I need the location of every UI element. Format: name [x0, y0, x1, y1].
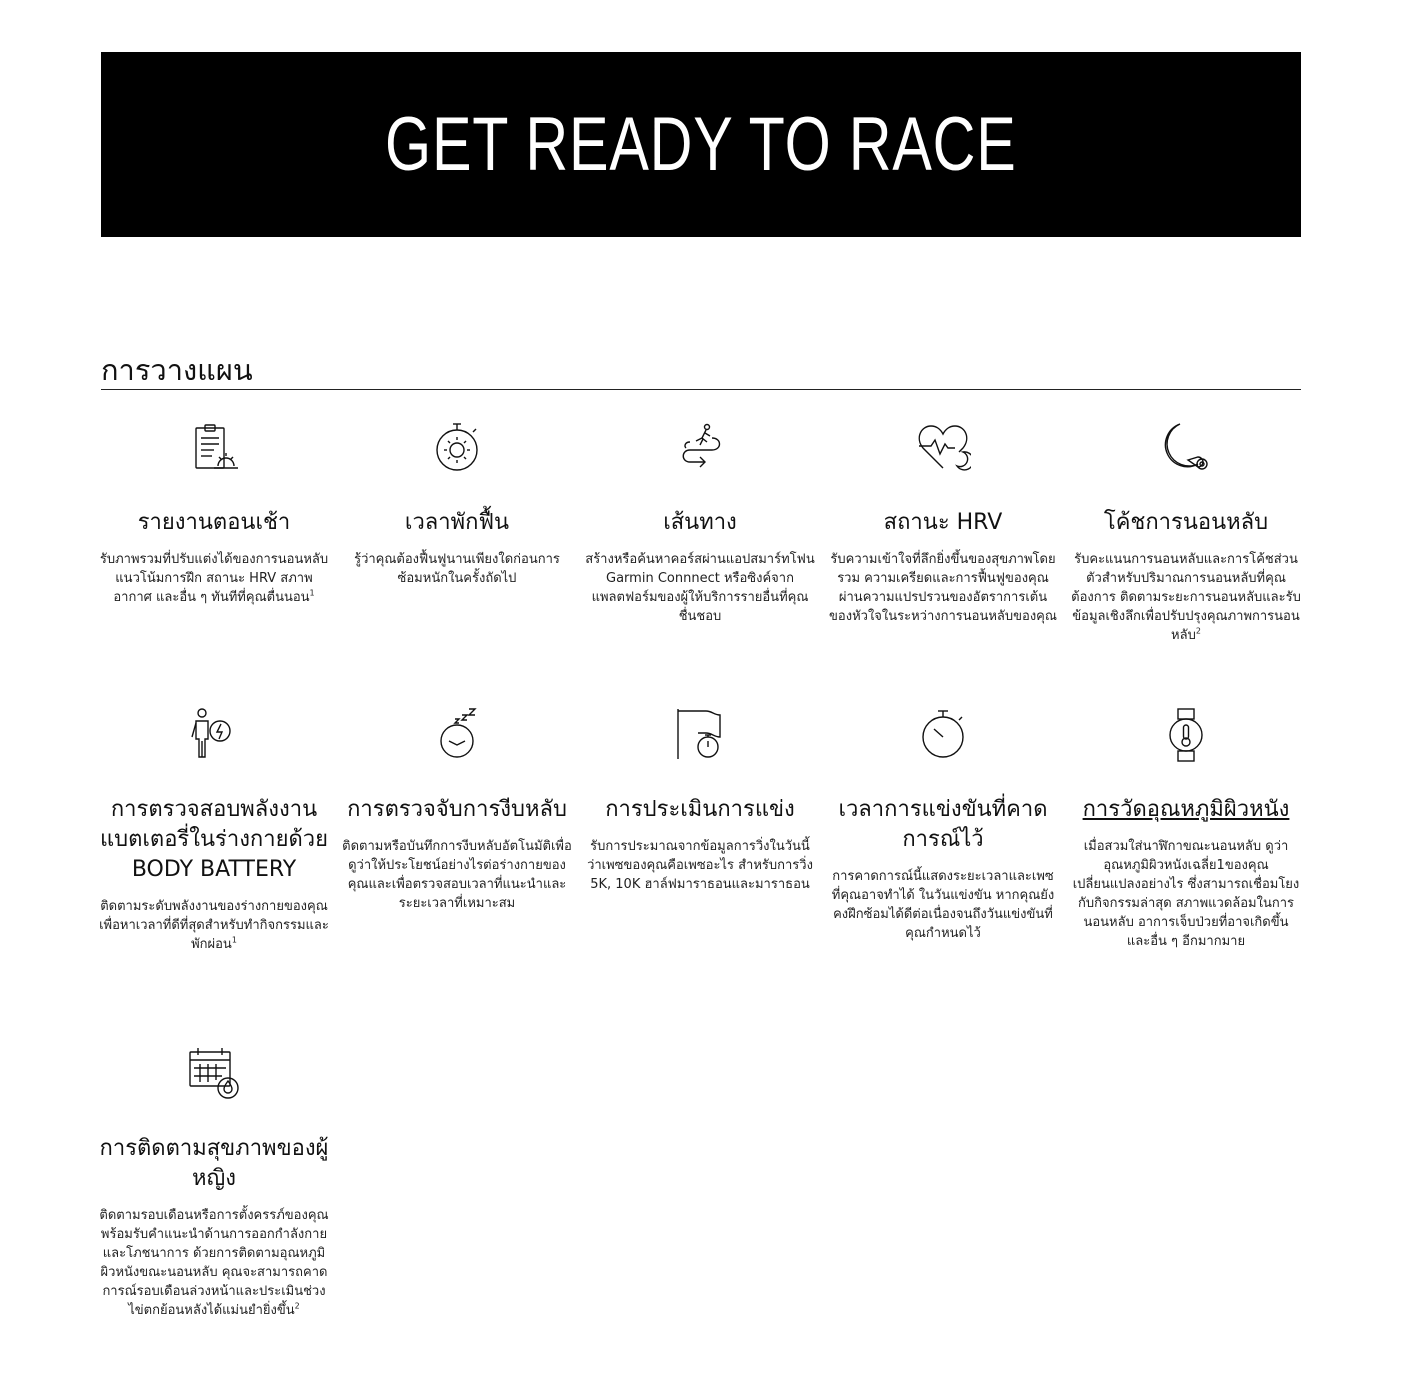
- feature-race-estimate: [585, 707, 815, 894]
- feature-body-battery: [99, 707, 329, 954]
- moon-coach-icon: [1158, 420, 1214, 476]
- feature-nap-detection: [342, 707, 572, 913]
- feature-description: รับการประมาณจากข้อมูลการวิ่งในวันนี้ว่าเพซของคุณคือเพซอะไร สำหรับการวิ่ง 5K, 10K ฮาล์ฟมาราธอนและมาราธอน: [587, 839, 813, 892]
- feature-title: การประเมินการแข่ง: [605, 797, 795, 822]
- feature-title: การตรวจสอบพลังงานแบตเตอรี่ในร่างกายด้วย BODY BATTERY: [99, 797, 329, 882]
- hero-title: GET READY TO RACE: [385, 102, 1017, 187]
- sleep-watch-icon: [429, 707, 485, 763]
- stopwatch-sun-icon: [429, 420, 485, 476]
- section-divider: [101, 389, 1301, 390]
- feature-description: สร้างหรือค้นหาคอร์สผ่านแอปสมาร์ทโฟน Garmin Connnect หรือซิงค์จากแพลตฟอร์มของผู้ให้บริการรายอื่นที่คุณชื่นชอบ: [585, 552, 815, 624]
- calendar-drop-icon: [186, 1046, 242, 1102]
- feature-description: การคาดการณ์นี้แสดงระยะเวลาและเพซที่คุณอาจทำได้ ในวันแข่งขัน หากคุณยังคงฝึกซ้อมได้ดีต่อเนื่องจนถึงวันแข่งขันที่คุณกำหนดไว้: [831, 869, 1055, 941]
- feature-title: เส้นทาง: [663, 510, 737, 535]
- feature-description: รู้ว่าคุณต้องฟื้นฟูนานเพียงใดก่อนการซ้อมหนักในครั้งถัดไป: [354, 552, 560, 586]
- feature-title: การตรวจจับการงีบหลับ: [347, 797, 567, 822]
- feature-hrv-status: [828, 420, 1058, 626]
- feature-description: เมื่อสวมใส่นาฬิกาขณะนอนหลับ ดูว่าอุณหภูมิผิวหนังเฉลี่ย1ของคุณเปลี่ยนแปลงอย่างไร ซึ่งสามารถเชื่อมโยงกับกิจกรรมล่าสุด สภาพแวดล้อมในการนอนหลับ อาการเจ็บป่วยที่อาจเกิดขึ้น และอื่น ๆ อีกมากมาย: [1072, 839, 1300, 949]
- heart-moon-icon: [915, 420, 971, 476]
- feature-title: รายงานตอนเช้า: [137, 510, 291, 535]
- feature-title: เวลาการแข่งขันที่คาดการณ์ไว้: [838, 797, 1048, 852]
- clipboard-sunrise-icon: [186, 420, 242, 476]
- watch-thermometer-icon: [1158, 707, 1214, 763]
- stopwatch-icon: [915, 707, 971, 763]
- feature-title: การติดตามสุขภาพของผู้หญิง: [99, 1136, 329, 1191]
- feature-sleep-coach: [1071, 420, 1301, 645]
- feature-courses: [585, 420, 815, 626]
- feature-race-predictor: [828, 707, 1058, 943]
- footnote-marker: 2: [294, 1301, 300, 1311]
- feature-title: เวลาพักฟื้น: [404, 510, 510, 535]
- feature-morning-report: [99, 420, 329, 607]
- feature-description: ติดตามหรือบันทึกการงีบหลับอัตโนมัติเพื่อดูว่าให้ประโยชน์อย่างไรต่อร่างกายของคุณและเพื่อตรวจสอบเวลาที่แนะนำและระยะเวลาที่เหมาะสม: [342, 839, 572, 911]
- feature-title: โค้ชการนอนหลับ: [1103, 510, 1269, 535]
- feature-description: รับภาพรวมที่ปรับแต่งได้ของการนอนหลับ แนวโน้มการฝึก สถานะ HRV สภาพอากาศ และอื่น ๆ ทันทีที่คุณตื่นนอน$^1$: [99, 552, 329, 605]
- feature-recovery-time: [342, 420, 572, 588]
- flag-stopwatch-icon: [672, 707, 728, 763]
- hero-banner: [101, 52, 1301, 237]
- feature-womens-health: [99, 1046, 329, 1320]
- feature-description: รับคะแนนการนอนหลับและการโค้ชส่วนตัวสำหรับปริมาณการนอนหลับที่คุณต้องการ ติดตามระยะการนอนหลับและรับข้อมูลเชิงลึกเพื่อปรับปรุงคุณภาพการนอนหลับ$^2$: [1071, 552, 1301, 643]
- footnote-marker: 1: [231, 935, 237, 945]
- feature-title-link[interactable]: การวัดอุณหภูมิผิวหนัง: [1082, 797, 1290, 822]
- feature-skin-temperature: [1071, 707, 1301, 951]
- runner-route-icon: [672, 420, 728, 476]
- feature-description: ติดตามระดับพลังงานของร่างกายของคุณเพื่อหาเวลาที่ดีที่สุดสำหรับทำกิจกรรมและพักผ่อน$^1$: [99, 899, 329, 952]
- footnote-marker: 1: [309, 588, 315, 598]
- feature-description: ติดตามรอบเดือนหรือการตั้งครรภ์ของคุณ พร้อมรับคำแนะนำด้านการออกกำลังกายและโภชนาการ ด้วยการติดตามอุณหภูมิผิวหนังขณะนอนหลับ คุณจะสามารถคาดการณ์รอบเดือนล่วงหน้าและประเมินช่วงไข่ตกย้อนหลังได้แม่นยำยิ่งขึ้น$^2$: [99, 1208, 329, 1318]
- feature-title: สถานะ HRV: [883, 510, 1003, 535]
- section-title: การวางแผน: [101, 353, 253, 387]
- person-battery-icon: [186, 707, 242, 763]
- footnote-marker: 2: [1195, 626, 1201, 636]
- feature-description: รับความเข้าใจที่ลึกยิ่งขึ้นของสุขภาพโดยรวม ความเครียดและการฟื้นฟูของคุณผ่านความแปรปรวนของอัตราการเต้นของหัวใจในระหว่างการนอนหลับของคุณ: [829, 552, 1057, 624]
